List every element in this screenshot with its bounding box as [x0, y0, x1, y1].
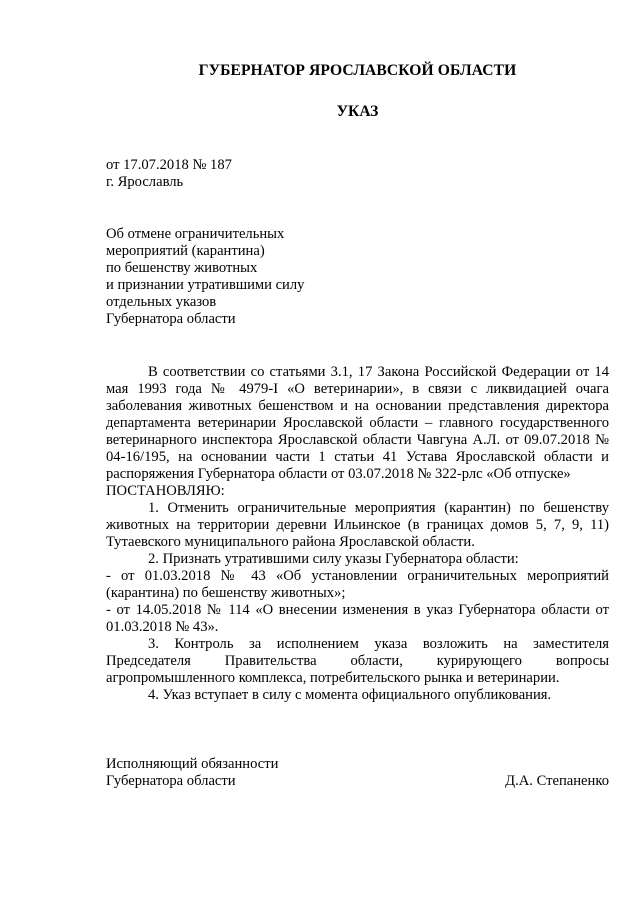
resolve-statement: ПОСТАНОВЛЯЮ: [106, 483, 225, 499]
subject-line: по бешенству животных [106, 260, 258, 276]
place-of-issue: г. Ярославль [106, 174, 184, 190]
document-type-title: УКАЗ [336, 103, 379, 120]
item-2-paragraph: 2. Признать утратившими силу указы Губернатора области: [148, 551, 519, 567]
subject-line: отдельных указов [106, 294, 217, 310]
preamble-paragraph: В соответствии со статьями 3.1, 17 Закона Российской Федерации от 14 мая 1993 года № 4979-I «О ветеринарии», в связи с ликвидацией очага заболевания животных бешенством и на основании представления директора департамента ветеринарии Ярославской области – главного государственного ветеринарного инспектора Ярославской области Чавгуна А.Л. от 09.07.2018 № 04-16/195, на основании части 1 статьи 41 Устава Ярославской области и распоряжения Губернатора области от 03.07.2018 № 322-рлс «Об отпуске» [106, 364, 609, 482]
document-meta [106, 157, 232, 191]
item-2a-paragraph: - от 01.03.2018 № 43 «Об установлении ограничительных мероприятий (карантина) по бешенству животных»; [106, 568, 609, 601]
document-subject [106, 226, 346, 328]
signer-name: Д.А. Степаненко [505, 773, 609, 789]
item-1-paragraph: 1. Отменить ограничительные мероприятия (карантин) по бешенству животных на территории деревни Ильинское (в границах домов 5, 7, 9, 11) Тутаевского муниципального района Ярославской области. [106, 500, 609, 550]
subject-line: мероприятий (карантина) [106, 243, 265, 259]
date-and-number: от 17.07.2018 № 187 [106, 157, 232, 173]
decree-page [106, 0, 609, 905]
item-4-paragraph: 4. Указ вступает в силу с момента официального опубликования. [148, 687, 552, 703]
subject-line: и признании утратившими силу [106, 277, 305, 293]
authority-title: ГУБЕРНАТОР ЯРОСЛАВСКОЙ ОБЛАСТИ [198, 62, 517, 79]
item-2b-paragraph: - от 14.05.2018 № 114 «О внесении изменения в указ Губернатора области от 01.03.2018 № 43». [106, 602, 609, 635]
subject-line: Об отмене ограничительных [106, 226, 285, 242]
signer-position-line-2: Губернатора области [106, 773, 236, 789]
item-3-paragraph: 3. Контроль за исполнением указа возложить на заместителя Председателя Правительства области, курирующего вопросы агропромышленного комплекса, потребительского рынка и ветеринарии. [106, 636, 609, 686]
subject-line: Губернатора области [106, 311, 236, 327]
decree-body [106, 364, 609, 704]
signature-block [106, 756, 609, 790]
signer-position-line-1: Исполняющий обязанности [106, 756, 279, 772]
